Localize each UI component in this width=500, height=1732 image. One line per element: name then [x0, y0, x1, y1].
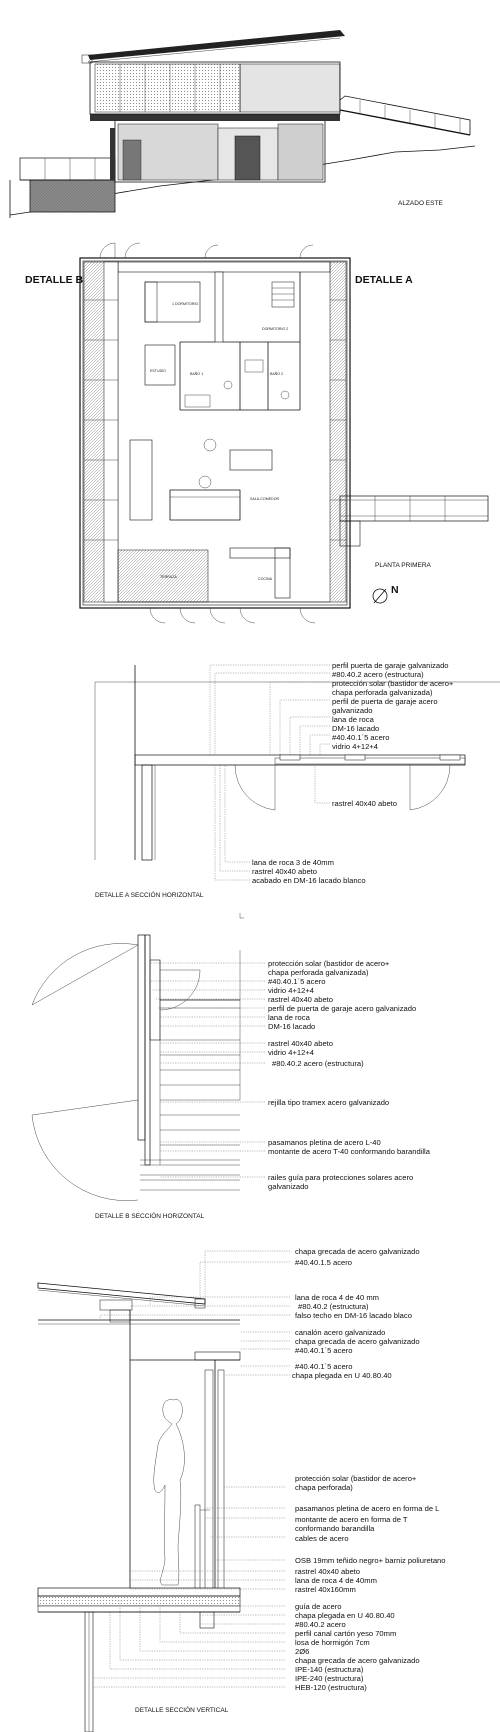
annotation: DM-16 lacado [332, 724, 380, 733]
annotation: vidrio 4+12+4 [268, 986, 315, 995]
detail-a-caption: DETALLE A SECCIÓN HORIZONTAL [95, 892, 204, 899]
annotation: chapa perforada) [295, 1483, 353, 1492]
annotation: #80.40.2 acero (estructura) [272, 1059, 364, 1068]
annotation: 2Ø6 [295, 1647, 310, 1656]
annotation: #80.40.2 (estructura) [298, 1302, 369, 1311]
plan-caption: PLANTA PRIMERA [375, 562, 431, 569]
annotation: #40.40.1´5 acero [295, 1362, 353, 1371]
annotation: chapa perforada galvanizada) [268, 968, 369, 977]
annotation: rastrel 40x40 abeto [252, 867, 318, 876]
room-label: BAÑO 2 [270, 372, 284, 376]
vertical-detail-caption: DETALLE SECCIÓN VERTICAL [135, 1707, 229, 1714]
annotation: lana de roca 4 de 40mm [295, 1576, 377, 1585]
annotation: perfil de puerta de garaje acero [332, 697, 438, 706]
elevation-caption: ALZADO ESTE [398, 200, 443, 207]
annotation: #40.40.1´5 acero [295, 1346, 353, 1355]
detail-a-horizontal-section [95, 661, 500, 899]
annotation: chapa grecada de acero galvanizado [295, 1656, 420, 1665]
annotation: pasamanos pletina de acero L-40 [268, 1138, 381, 1147]
annotation: vidrio 4+12+4 [332, 742, 379, 751]
east-elevation [10, 30, 475, 218]
north-label: N [391, 584, 399, 596]
annotation: vidrio 4+12+4 [268, 1048, 315, 1057]
detail-b-horizontal-section [32, 913, 431, 1220]
annotation: cables de acero [295, 1534, 349, 1543]
room-label: TERRAZA [160, 575, 177, 579]
annotation: HEB-120 (estructura) [295, 1683, 367, 1692]
annotation: railes guía para protecciones solares acero [268, 1173, 414, 1182]
annotation: lana de roca [268, 1013, 310, 1022]
annotation: lana de roca 3 de 40mm [252, 858, 334, 867]
annotation: rastrel 40x40 abeto [268, 995, 334, 1004]
annotation: OSB 19mm teñido negro+ barniz poliuretano [295, 1556, 446, 1565]
annotation: DM-16 lacado [268, 1022, 316, 1031]
room-label: SALA-COMEDOR [250, 497, 280, 501]
room-label: DORMITORIO 2 [262, 327, 289, 331]
room-label: COCINA [258, 577, 272, 581]
annotation: perfil puerta de garaje galvanizado [332, 661, 449, 670]
annotation: rastrel 40x40 abeto [295, 1567, 361, 1576]
detail-b-caption: DETALLE B SECCIÓN HORIZONTAL [95, 1213, 205, 1220]
annotation: guía de acero [295, 1602, 342, 1611]
annotation: losa de hormigón 7cm [295, 1638, 370, 1647]
annotation: IPE-240 (estructura) [295, 1674, 364, 1683]
annotation: IPE-140 (estructura) [295, 1665, 364, 1674]
annotation: perfil canal cartón yeso 70mm [295, 1629, 397, 1638]
annotation: lana de roca [332, 715, 374, 724]
annotation: chapa grecada de acero galvanizado [295, 1247, 420, 1256]
annotation: #40.40.1´5 acero [268, 977, 326, 986]
annotation: protección solar (bastidor de acero+ [332, 679, 454, 688]
annotation: perfil de puerta de garaje acero galvanizado [268, 1004, 417, 1013]
detail-b-marker: DETALLE B [25, 274, 84, 286]
annotation: #80.40.2 acero (estructura) [332, 670, 424, 679]
room-label: 1 DORMITORIO [172, 302, 199, 306]
room-label: ESTUDIO [150, 369, 166, 373]
annotation: falso techo en DM-16 lacado blaco [295, 1311, 412, 1320]
annotation: #40.40.1.5 acero [295, 1258, 352, 1267]
annotation: rastrel 40x160mm [295, 1585, 356, 1594]
room-label: BAÑO 1 [190, 372, 204, 376]
annotation: protección solar (bastidor de acero+ [268, 959, 390, 968]
annotation: pasamanos pletina de acero en forma de L [295, 1504, 440, 1513]
annotation: rejilla tipo tramex acero galvanizado [268, 1098, 390, 1107]
annotation: montante de acero en forma de T [295, 1515, 408, 1524]
annotation: protección solar (bastidor de acero+ [295, 1474, 417, 1483]
annotation: chapa grecada de acero galvanizado [295, 1337, 420, 1346]
annotation: rastrel 40x40 abeto [332, 799, 398, 808]
annotation: #80.40.2 acero [295, 1620, 346, 1629]
annotation: galvanizado [332, 706, 373, 715]
annotation: acabado en DM-16 lacado blanco [252, 876, 366, 885]
annotation: canalón acero galvanizado [295, 1328, 386, 1337]
detail-a-marker: DETALLE A [355, 274, 413, 286]
annotation: conformando barandilla [295, 1524, 375, 1533]
annotation: chapa plegada en U 40.80.40 [292, 1371, 392, 1380]
first-floor-plan [25, 243, 488, 623]
annotation: lana de roca 4 de 40 mm [295, 1293, 380, 1302]
annotation: rastrel 40x40 abeto [268, 1039, 334, 1048]
detail-vertical-section [38, 1247, 446, 1732]
annotation: #40.40.1´5 acero [332, 733, 390, 742]
human-figure-icon [154, 1399, 185, 1585]
annotation: chapa plegada en U 40.80.40 [295, 1611, 395, 1620]
annotation: chapa perforada galvanizada) [332, 688, 433, 697]
annotation: galvanizado [268, 1182, 309, 1191]
annotation: montante de acero T-40 conformando barandilla [268, 1147, 430, 1156]
